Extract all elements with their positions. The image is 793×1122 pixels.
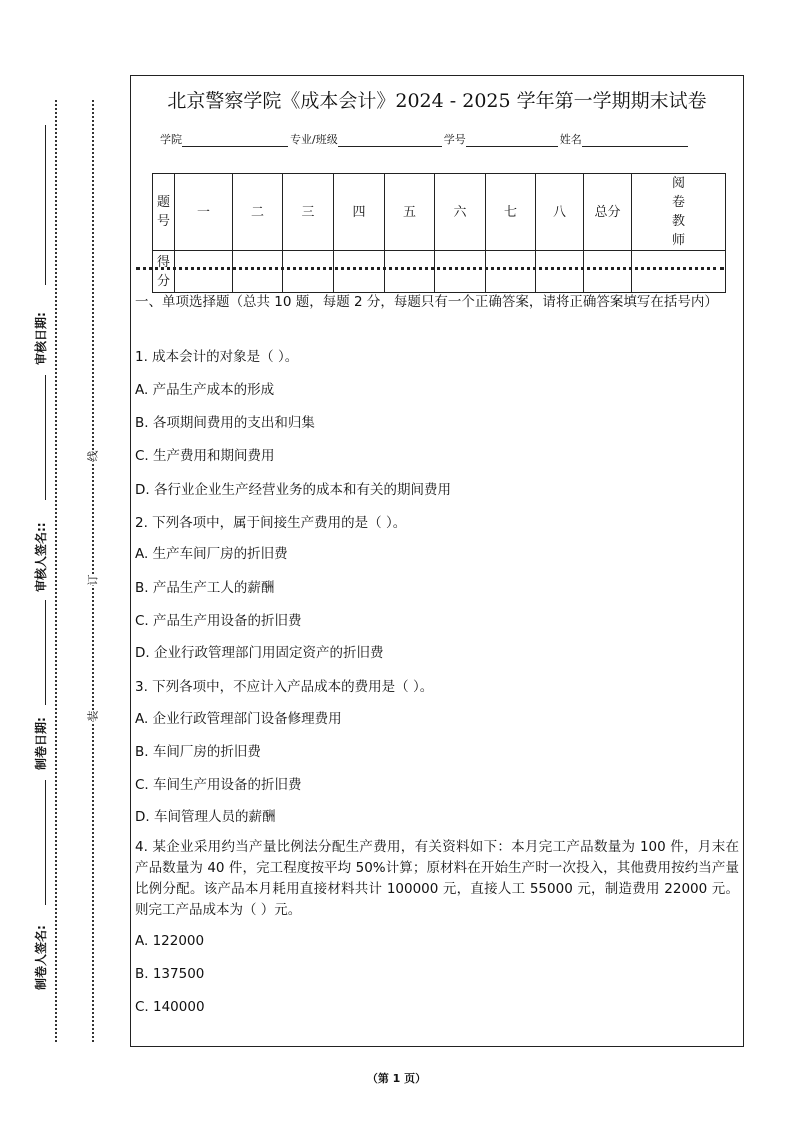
dotted-separator bbox=[136, 267, 724, 270]
binding-mark-zhuang: 装 bbox=[86, 710, 100, 722]
option: B. 各项期间费用的支出和归集 bbox=[135, 415, 315, 431]
binding-mark-ding: 订 bbox=[86, 574, 100, 586]
major-field[interactable] bbox=[338, 132, 442, 147]
binding-mark-xian: 线 bbox=[86, 450, 100, 462]
header-cell: 六 bbox=[435, 174, 486, 251]
score-table-header-row bbox=[153, 174, 726, 251]
score-cell[interactable] bbox=[334, 251, 385, 293]
college-field[interactable] bbox=[182, 132, 288, 147]
option: D. 各行业企业生产经营业务的成本和有关的期间费用 bbox=[135, 482, 451, 498]
binding-dotted-line bbox=[92, 100, 94, 1042]
score-cell[interactable] bbox=[233, 251, 283, 293]
option: A. 生产车间厂房的折旧费 bbox=[135, 546, 288, 562]
score-cell[interactable] bbox=[175, 251, 233, 293]
name-label: 姓名 bbox=[559, 133, 582, 146]
header-cell: 二 bbox=[233, 174, 283, 251]
option: A. 企业行政管理部门设备修理费用 bbox=[135, 711, 342, 727]
student-info-row bbox=[160, 131, 690, 147]
score-table bbox=[152, 173, 726, 293]
header-cell: 七 bbox=[486, 174, 536, 251]
student-id-label: 学号 bbox=[443, 133, 466, 146]
header-cell: 一 bbox=[175, 174, 233, 251]
score-cell[interactable] bbox=[536, 251, 584, 293]
section-heading: 一、单项选择题（总共 10 题，每题 2 分，每题只有一个正确答案，请将正确答案填写在括号内） bbox=[135, 294, 718, 310]
option: C. 生产费用和期间费用 bbox=[135, 448, 275, 464]
score-cell[interactable] bbox=[283, 251, 334, 293]
header-cell: 总分 bbox=[584, 174, 632, 251]
major-label: 专业/班级 bbox=[290, 133, 338, 146]
exam-title: 北京警察学院《成本会计》2024 - 2025 学年第一学期期末试卷 bbox=[167, 90, 707, 112]
option: B. 车间厂房的折旧费 bbox=[135, 744, 261, 760]
score-cell[interactable] bbox=[486, 251, 536, 293]
name-field[interactable] bbox=[582, 132, 688, 147]
signature-line bbox=[45, 375, 46, 500]
reviewer-sign-label: 审核人签名:: bbox=[34, 522, 48, 592]
score-table-score-row bbox=[153, 251, 726, 293]
make-date-label: 制卷日期: bbox=[34, 717, 48, 770]
signature-line bbox=[45, 125, 46, 285]
maker-sign-label: 制卷人签名: bbox=[34, 925, 48, 990]
score-row-label: 得分 bbox=[153, 251, 175, 293]
option: D. 车间管理人员的薪酬 bbox=[135, 809, 276, 825]
option: C. 车间生产用设备的折旧费 bbox=[135, 777, 302, 793]
header-cell: 四 bbox=[334, 174, 385, 251]
header-cell: 题号 bbox=[153, 174, 175, 251]
review-date-label: 审核日期: bbox=[34, 312, 48, 365]
score-cell[interactable] bbox=[584, 251, 632, 293]
header-cell: 八 bbox=[536, 174, 584, 251]
question-stem: 3. 下列各项中，不应计入产品成本的费用是（ ）。 bbox=[135, 679, 434, 695]
college-label: 学院 bbox=[160, 133, 182, 146]
question-stem: 1. 成本会计的对象是（ ）。 bbox=[135, 349, 299, 365]
score-cell[interactable] bbox=[632, 251, 726, 293]
page-number: （第 1 页） bbox=[366, 1072, 427, 1085]
signature-line bbox=[45, 600, 46, 705]
signature-line bbox=[45, 780, 46, 905]
score-cell[interactable] bbox=[435, 251, 486, 293]
option: C. 产品生产用设备的折旧费 bbox=[135, 613, 302, 629]
binding-dotted-line bbox=[55, 100, 57, 1042]
question-stem: 4. 某企业采用约当产量比例法分配生产费用，有关资料如下：本月完工产品数量为 100 件，月末在产品数量为 40 件，完工程度按平均 50%计算；原材料在开始生产时一次投入，其他费用按约当产量比例分配。该产品本月耗用直接材料共计 100000 元，直接人工 55000 元，制造费用 22000 元。则完工产品成本为（ ）元。 bbox=[135, 839, 739, 918]
header-cell: 阅卷教师 bbox=[632, 174, 726, 251]
header-cell: 三 bbox=[283, 174, 334, 251]
option: A. 122000 bbox=[135, 933, 205, 949]
score-cell[interactable] bbox=[385, 251, 435, 293]
option: B. 137500 bbox=[135, 966, 205, 982]
student-id-field[interactable] bbox=[466, 132, 558, 147]
option: B. 产品生产工人的薪酬 bbox=[135, 580, 275, 596]
option: D. 企业行政管理部门用固定资产的折旧费 bbox=[135, 645, 384, 661]
option: C. 140000 bbox=[135, 999, 205, 1015]
header-cell: 五 bbox=[385, 174, 435, 251]
question-stem: 2. 下列各项中，属于间接生产费用的是（ ）。 bbox=[135, 515, 407, 531]
option: A. 产品生产成本的形成 bbox=[135, 382, 275, 398]
